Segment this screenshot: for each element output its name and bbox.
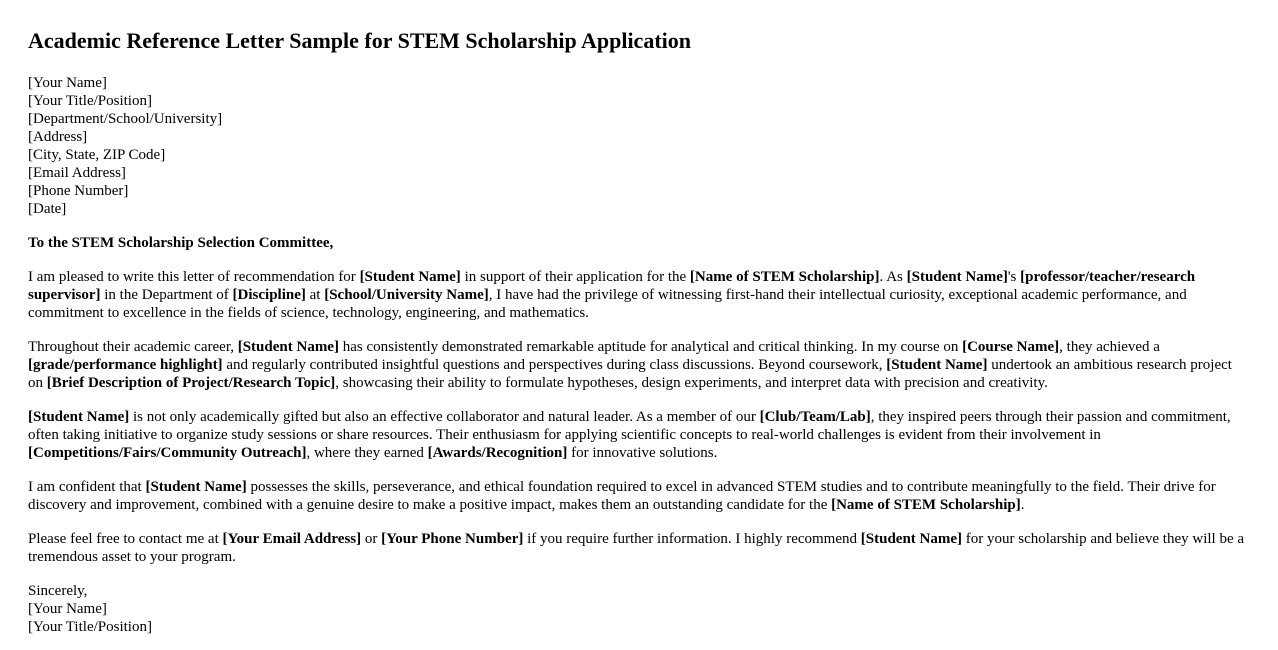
closing-valediction: Sincerely, xyxy=(28,583,88,599)
placeholder-field: [Student Name] xyxy=(860,531,963,547)
salutation: To the STEM Scholarship Selection Committee, xyxy=(28,235,334,251)
placeholder-field: [Club/Team/Lab] xyxy=(759,409,871,425)
placeholder-field: [Student Name] xyxy=(145,479,247,495)
body-paragraph-3: [Student Name] is not only academically gifted but also an effective collaborator and natural leader. As a member of our [Club/Team/Lab], they inspired peers through their passion and commitment, often taking initiative to organize study sessions or share resources. Their enthusiasm for applying scientific concepts to real-world challenges is evident from their involvement in [Competitions/Fairs/Community Outreach], where they earned [Awards/Recognition] for innovative solutions. xyxy=(28,409,1231,461)
placeholder-field: [Student Name] xyxy=(359,269,461,285)
placeholder-field: [Your Email Address] xyxy=(222,531,362,547)
sender-date: [Date] xyxy=(28,201,67,217)
placeholder-field: [Student Name] xyxy=(28,409,130,425)
sender-address-block xyxy=(28,74,1250,218)
body-paragraph-4: I am confident that [Student Name] possesses the skills, perseverance, and ethical foundation required to excel in advanced STEM studies and to contribute meaningfully to the field. Their drive for discovery and improvement, combined with a genuine desire to make a positive impact, makes them an outstanding candidate for the [Name of STEM Scholarship]. xyxy=(28,479,1216,513)
placeholder-field: [Course Name] xyxy=(962,339,1060,355)
placeholder-field: [grade/performance highlight] xyxy=(28,357,223,373)
placeholder-field: [Name of STEM Scholarship] xyxy=(831,497,1021,513)
letter-body xyxy=(28,268,1250,566)
placeholder-field: [Brief Description of Project/Research Topic] xyxy=(46,375,336,391)
sender-name: [Your Name] xyxy=(28,75,107,91)
sender-department: [Department/School/University] xyxy=(28,111,223,127)
placeholder-field: [Student Name] xyxy=(237,339,339,355)
sender-address: [Address] xyxy=(28,129,88,145)
closing-signer-title: [Your Title/Position] xyxy=(28,619,152,635)
placeholder-field: [Your Phone Number] xyxy=(381,531,524,547)
body-paragraph-5: Please feel free to contact me at [Your Email Address] or [Your Phone Number] if you require further information. I highly recommend [Student Name] for your scholarship and believe they will be a tremendous asset to your program. xyxy=(28,531,1245,565)
placeholder-field: [Awards/Recognition] xyxy=(427,445,568,461)
sender-city-state-zip: [City, State, ZIP Code] xyxy=(28,147,166,163)
closing-signer-name: [Your Name] xyxy=(28,601,107,617)
placeholder-field: [Name of STEM Scholarship] xyxy=(689,269,880,285)
placeholder-field: [Student Name] xyxy=(886,357,988,373)
body-paragraph-2: Throughout their academic career, [Student Name] has consistently demonstrated remarkable aptitude for analytical and critical thinking. In my course on [Course Name], they achieved a [grade/performance highlight] and regularly contributed insightful questions and perspectives during class discussions. Beyond coursework, [Student Name] undertook an ambitious research project on [Brief Description of Project/Research Topic], showcasing their ability to formulate hypotheses, design experiments, and interpret data with precision and creativity. xyxy=(28,339,1232,391)
sender-phone: [Phone Number] xyxy=(28,183,129,199)
placeholder-field: [Discipline] xyxy=(232,287,306,303)
placeholder-field: [Competitions/Fairs/Community Outreach] xyxy=(28,445,307,461)
placeholder-field: [professor/teacher/research supervisor] xyxy=(28,269,1196,303)
placeholder-field: [School/University Name] xyxy=(324,287,489,303)
sender-email: [Email Address] xyxy=(28,165,126,181)
closing-block xyxy=(28,582,1250,636)
page-title: Academic Reference Letter Sample for STEM Scholarship Application xyxy=(28,28,691,53)
placeholder-field: [Student Name] xyxy=(906,269,1008,285)
body-paragraph-1: I am pleased to write this letter of recommendation for [Student Name] in support of their application for the [Name of STEM Scholarship]. As [Student Name]'s [professor/teacher/research supervisor] in the Department of [Discipline] at [School/University Name], I have had the privilege of witnessing first-hand their intellectual curiosity, exceptional academic performance, and commitment to excellence in the fields of science, technology, engineering, and mathematics. xyxy=(28,269,1196,321)
sender-title: [Your Title/Position] xyxy=(28,93,152,109)
